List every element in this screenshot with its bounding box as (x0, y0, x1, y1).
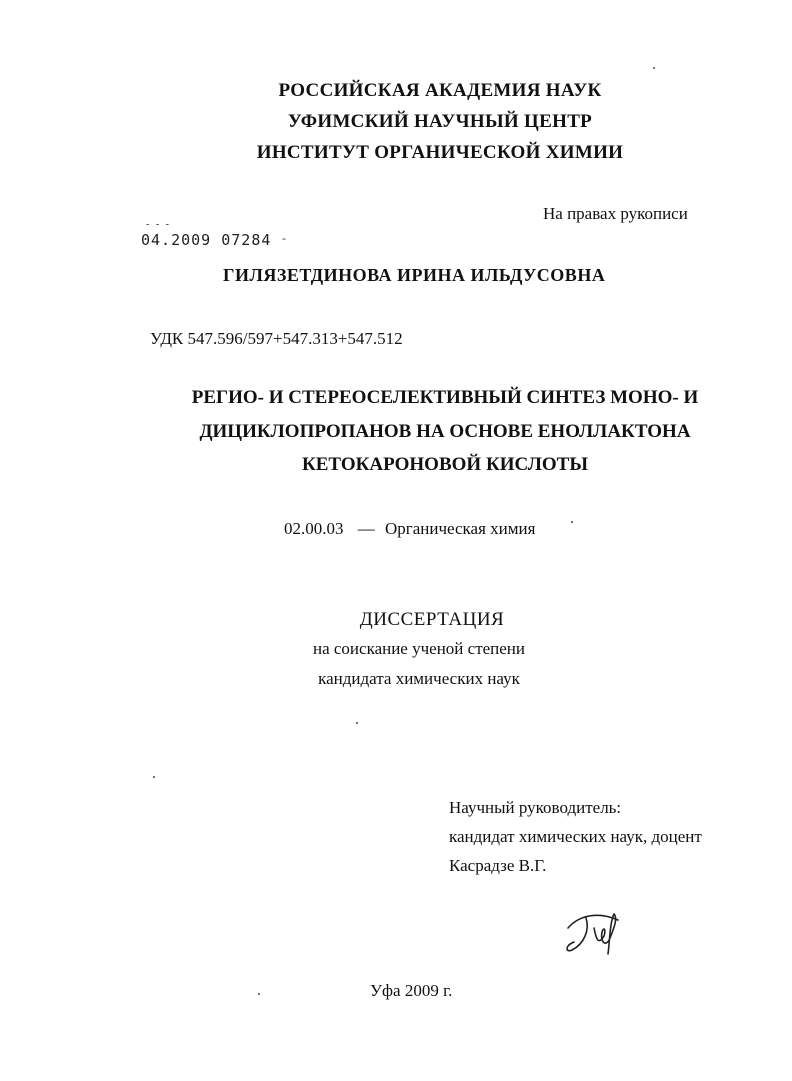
scan-speck (258, 993, 260, 995)
specialty-line (284, 519, 535, 539)
title-line-3: КЕТОКАРОНОВОЙ КИСЛОТЫ (301, 454, 589, 475)
specialty-name: Органическая химия (385, 519, 536, 538)
author-name: ГИЛЯЗЕТДИНОВА ИРИНА ИЛЬДУСОВНА (223, 265, 606, 285)
header-institute: ИНСТИТУТ ОРГАНИЧЕСКОЙ ХИМИИ (256, 142, 624, 163)
stamp-marks: - - - (146, 219, 171, 230)
title-line-1: РЕГИО- И СТЕРЕОСЕЛЕКТИВНЫЙ СИНТЕЗ МОНО- И (191, 387, 699, 408)
title-line-2: ДИЦИКЛОПРОПАНОВ НА ОСНОВЕ ЕНОЛЛАКТОНА (199, 421, 691, 442)
registration-stamp: 04.2009 07284 (141, 231, 272, 249)
specialty-dash: — (357, 519, 375, 538)
specialty-code: 02.00.03 (284, 519, 344, 538)
dissertation-label: ДИССЕРТАЦИЯ (359, 609, 505, 630)
manuscript-note: На правах рукописи (543, 204, 688, 223)
udc-code: УДК 547.596/597+547.313+547.512 (150, 329, 403, 348)
supervisor-label: Научный руководитель: (449, 798, 622, 817)
signature-image (560, 908, 630, 960)
supervisor-name: Касрадзе В.Г. (449, 856, 547, 875)
scan-speck (153, 776, 155, 778)
scan-speck (356, 722, 358, 724)
scan-speck (653, 67, 655, 69)
dissertation-degree-line: на соискание ученой степени (312, 639, 526, 658)
scan-speck (571, 521, 573, 523)
header-center: УФИМСКИЙ НАУЧНЫЙ ЦЕНТР (287, 111, 593, 132)
supervisor-degree: кандидат химических наук, доцент (449, 827, 702, 846)
dissertation-field-line: кандидата химических наук (318, 669, 520, 688)
header-academy: РОССИЙСКАЯ АКАДЕМИЯ НАУК (278, 80, 602, 101)
place-year: Уфа 2009 г. (370, 981, 453, 1000)
stamp-tick: - (282, 231, 286, 245)
